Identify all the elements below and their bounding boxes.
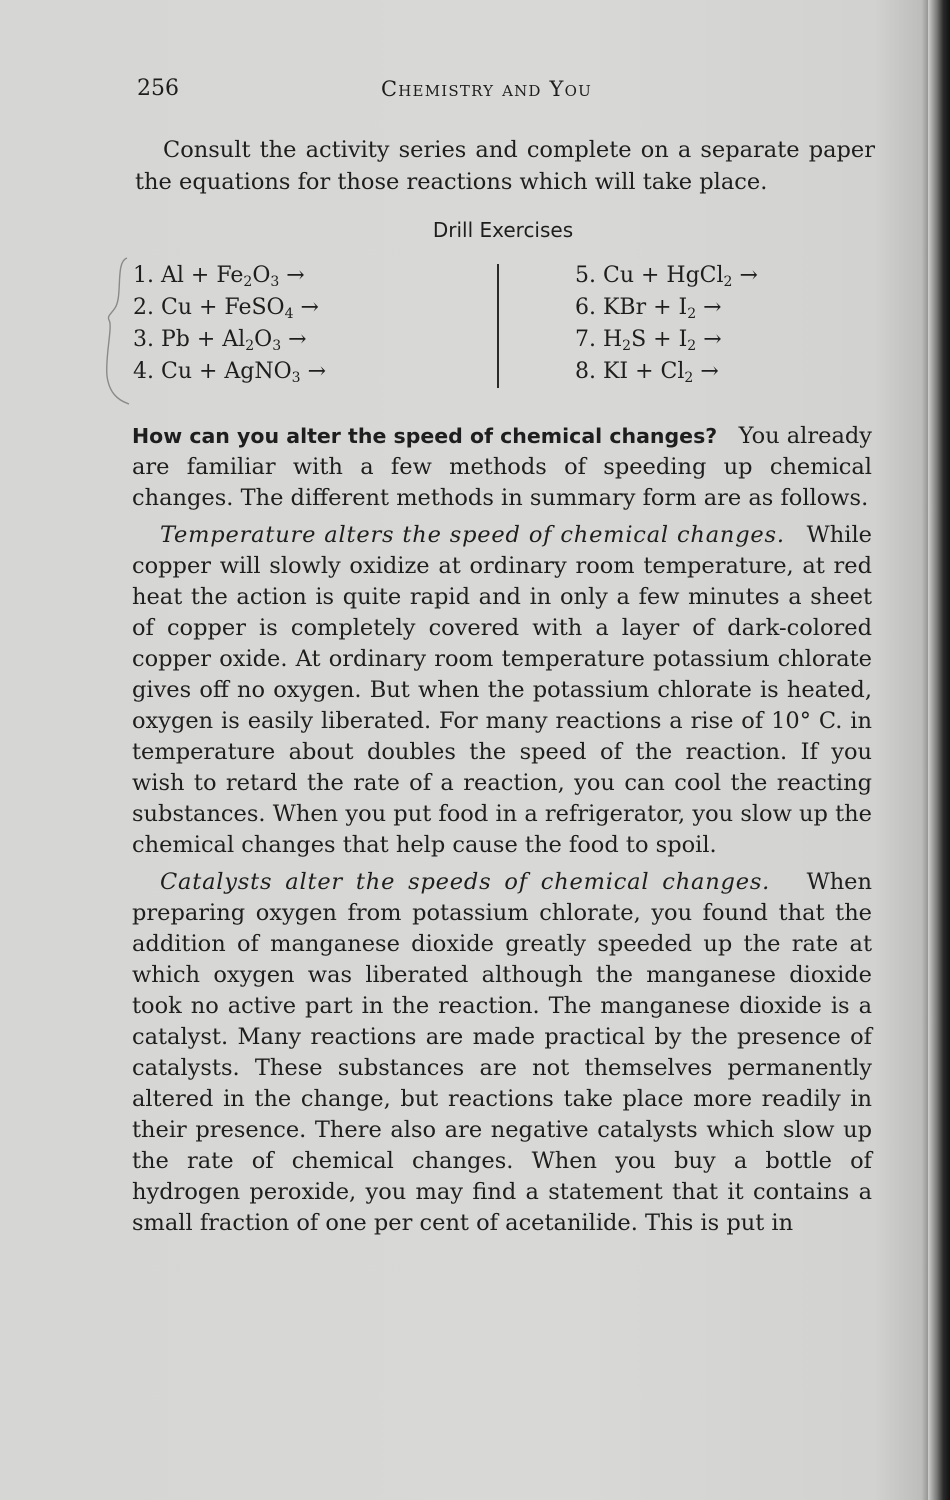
formula-text: O (254, 327, 273, 352)
drill-heading: Drill Exercises (432, 218, 574, 242)
catalysts-text: When preparing oxygen from potassium chlorate, you found that the addition of manganese dioxide greatly speeded up the rate at which oxygen was liberated although the manganese dioxide took no active part in the reaction. The manganese dioxide is a catalyst. Many reactions are made practical by the presence of catalysts. These substances are not themselves permanently altered in the change, but reactions take place more readily in their presence. There also are negative catalysts which slow up the rate of chemical changes. When you buy a bottle of hydrogen peroxide, you may find a statement that it contains a small fraction of one per cent of acetanilide. This is put in (132, 869, 872, 1236)
formula-text: KBr + I (602, 295, 688, 320)
formula-subscript: 4 (284, 306, 294, 322)
formula-text: → (300, 359, 327, 384)
formula-text: → (732, 263, 758, 288)
formula-text: S + I (631, 327, 688, 352)
temperature-paragraph (132, 520, 872, 861)
drill-list-left (133, 260, 326, 388)
formula-subscript: 2 (243, 274, 253, 290)
catalysts-lead: Catalysts alter the speeds of chemical changes. (160, 869, 771, 895)
drill-exercise-right-3 (575, 324, 758, 356)
speed-paragraph (132, 421, 872, 514)
formula-subscript: 2 (245, 338, 255, 354)
section-heading-speed: How can you alter the speed of chemical changes? (132, 424, 718, 448)
exercise-number: 6. (575, 295, 603, 320)
drill-exercise-right-1 (575, 260, 758, 292)
drill-column-divider (497, 264, 499, 388)
formula-subscript: 2 (687, 306, 697, 322)
exercise-number: 7. (575, 327, 603, 352)
formula-subscript: 2 (687, 338, 697, 354)
intro-paragraph (135, 134, 875, 198)
temperature-text: While copper will slowly oxidize at ordinary room temperature, at red heat the action is quite rapid and in only a few minutes a sheet of copper is completely covered with a layer of dark-colored copper oxide. At ordinary room temperature potassium chlorate gives off no oxygen. But when the potassium chlorate is heated, oxygen is easily liberated. For many reactions a rise of 10° C. in temperature about doubles the speed of the reaction. If you wish to retard the rate of a reaction, you can cool the reacting substances. When you put food in a refrigerator, you slow up the chemical changes that help cause the food to spoil. (132, 522, 872, 858)
formula-subscript: 2 (723, 274, 733, 290)
exercise-number: 4. (133, 359, 161, 384)
exercise-number: 5. (575, 263, 603, 288)
temperature-lead: Temperature alters the speed of chemical changes. (160, 522, 785, 548)
formula-subscript: 3 (291, 370, 301, 386)
intro-text: Consult the activity series and complete on a separate paper the equations for those reactions which will take place. (135, 137, 875, 195)
formula-text: Cu + FeSO (160, 295, 285, 320)
formula-subscript: 3 (272, 338, 282, 354)
formula-text: → (293, 295, 319, 320)
drill-exercise-right-4 (575, 356, 758, 388)
page-header (137, 76, 872, 106)
exercise-number: 2. (133, 295, 161, 320)
formula-text: Pb + Al (160, 327, 246, 352)
formula-subscript: 2 (622, 338, 632, 354)
formula-text: Cu + HgCl (602, 263, 724, 288)
drill-exercise-left-4 (133, 356, 326, 388)
pencil-brace-mark (103, 256, 133, 406)
drill-exercise-left-3 (133, 324, 326, 356)
formula-text: → (281, 327, 307, 352)
formula-text: → (279, 263, 305, 288)
drill-exercise-right-2 (575, 292, 758, 324)
page-number: 256 (137, 76, 179, 101)
formula-text: KI + Cl (602, 359, 685, 384)
exercise-number: 8. (575, 359, 603, 384)
speed-text: You already are familiar with a few methods of speeding up chemical changes. The different methods in summary form are as follows. (132, 423, 872, 511)
formula-text: Al + Fe (160, 263, 244, 288)
formula-text: → (693, 359, 719, 384)
formula-text: → (696, 295, 722, 320)
formula-text: → (696, 327, 722, 352)
catalysts-paragraph (132, 867, 872, 1239)
running-title: Chemistry and You (381, 77, 592, 101)
body-text (132, 421, 872, 1245)
drill-exercise-left-2 (133, 292, 326, 324)
formula-text: Cu + AgNO (160, 359, 292, 384)
formula-subscript: 3 (270, 274, 280, 290)
formula-text: H (602, 327, 623, 352)
exercise-number: 3. (133, 327, 161, 352)
drill-exercises (133, 260, 833, 392)
exercise-number: 1. (133, 263, 161, 288)
drill-list-right (575, 260, 758, 388)
formula-subscript: 2 (684, 370, 694, 386)
formula-text: O (252, 263, 271, 288)
drill-exercise-left-1 (133, 260, 326, 292)
